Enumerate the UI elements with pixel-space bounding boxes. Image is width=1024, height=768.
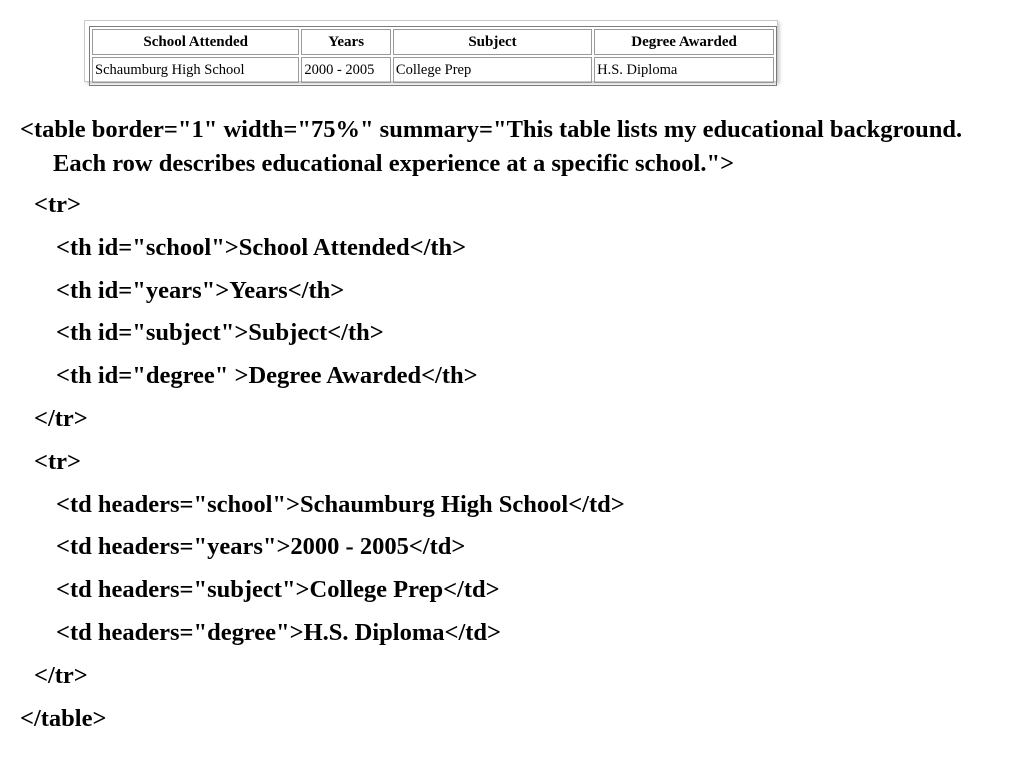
header-years: Years bbox=[301, 29, 391, 55]
education-table bbox=[89, 26, 777, 86]
cell-years: 2000 - 2005 bbox=[301, 57, 391, 83]
code-line-tr-open: <tr> bbox=[34, 191, 81, 218]
code-line-td-subject: <td headers="subject">College Prep</td> bbox=[56, 576, 500, 604]
header-school: School Attended bbox=[92, 29, 299, 55]
header-subject: Subject bbox=[393, 29, 592, 55]
table-header-row bbox=[92, 29, 774, 55]
code-line-table-open: <table border="1" width="75%" summary="This table lists my educational background. Each row describes educational experience at a specific school."> bbox=[20, 116, 963, 177]
code-line-table-close: </table> bbox=[20, 704, 107, 732]
cell-degree: H.S. Diploma bbox=[594, 57, 774, 83]
code-line-th-degree: <th id="degree" >Degree Awarded</th> bbox=[56, 362, 478, 390]
code-line-td-years: <td headers="years">2000 - 2005</td> bbox=[56, 533, 466, 561]
code-line-tr-open-2: <tr> bbox=[34, 447, 81, 475]
code-line-th-subject: <th id="subject">Subject</th> bbox=[56, 319, 384, 347]
code-line-td-degree: <td headers="degree">H.S. Diploma</td> bbox=[56, 618, 501, 646]
code-line-tr-close: </tr> bbox=[34, 404, 88, 432]
code-line-th-school: <th id="school">School Attended</th> bbox=[56, 233, 467, 261]
rendered-table-screenshot bbox=[84, 20, 778, 82]
code-line-tr-close-2: </tr> bbox=[34, 661, 88, 689]
cell-school: Schaumburg High School bbox=[92, 57, 299, 83]
cell-subject: College Prep bbox=[393, 57, 592, 83]
header-degree: Degree Awarded bbox=[594, 29, 774, 55]
html-code-listing bbox=[20, 113, 1010, 740]
code-line-td-school: <td headers="school">Schaumburg High School</td> bbox=[56, 490, 625, 518]
table-row bbox=[92, 57, 774, 83]
code-line-th-years: <th id="years">Years</th> bbox=[56, 276, 345, 304]
